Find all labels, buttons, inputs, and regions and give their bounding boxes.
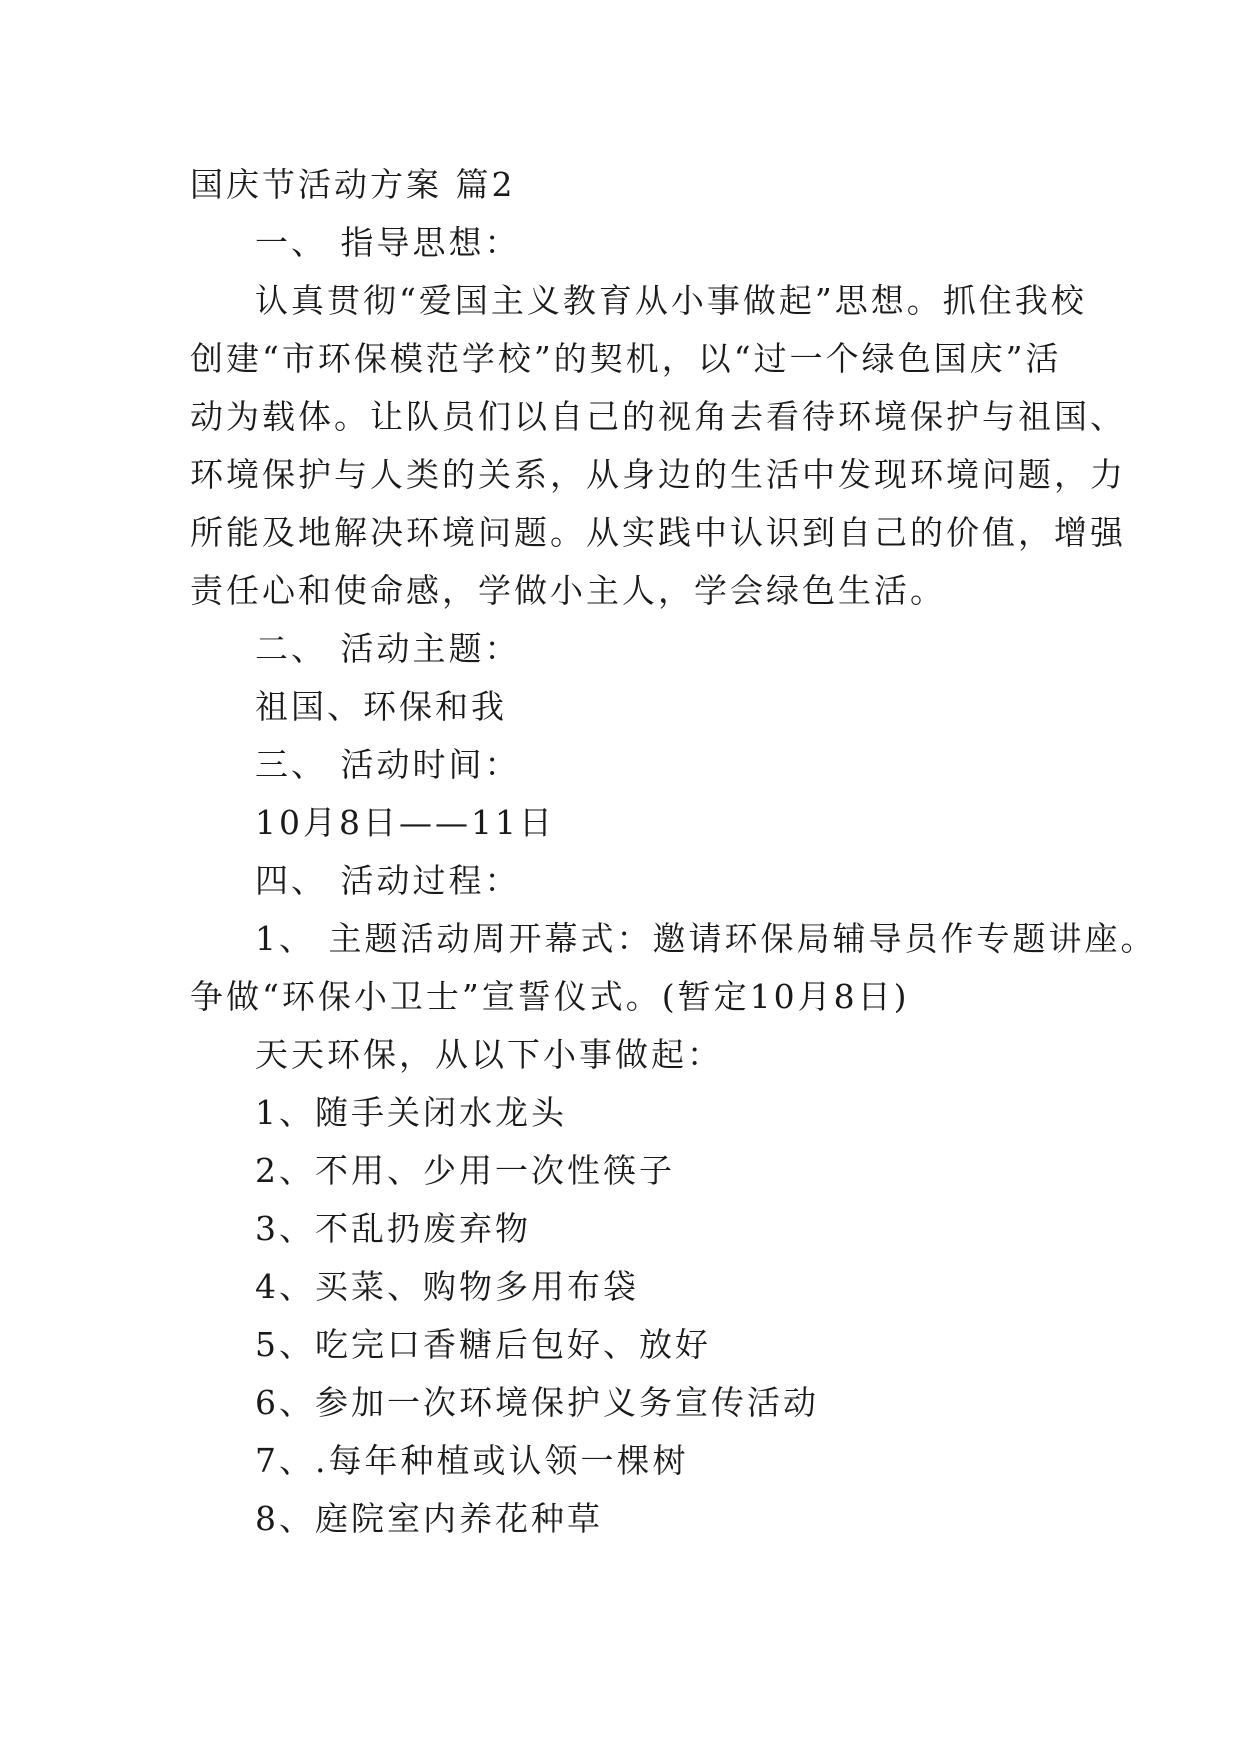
paragraph-line: 祖国、环保和我 [255,687,507,726]
list-item: 7、.每年种植或认领一棵树 [255,1441,689,1480]
paragraph-line: 认真贯彻“爱国主义教育从小事做起”思想。抓住我校 [255,281,1087,320]
paragraph-line: 创建“市环保模范学校”的契机，以“过一个绿色国庆”活 [190,339,1062,378]
list-item: 1、随手关闭水龙头 [255,1093,567,1132]
list-item: 5、吃完口香糖后包好、放好 [255,1325,711,1364]
list-item: 2、不用、少用一次性筷子 [255,1151,675,1190]
list-item: 3、不乱扔废弃物 [255,1209,531,1248]
section-heading-4: 四、 活动过程： [255,861,521,900]
list-item: 8、庭院室内养花种草 [255,1499,603,1538]
section-heading-3: 三、 活动时间： [255,745,521,784]
paragraph-line: 1、 主题活动周开幕式：邀请环保局辅导员作专题讲座。 [255,919,1157,958]
paragraph-line: 环境保护与人类的关系，从身边的生活中发现环境问题，力 [190,455,1126,494]
section-heading-1: 一、 指导思想： [255,223,521,262]
paragraph-line: 天天环保，从以下小事做起： [255,1035,723,1074]
section-heading-2: 二、 活动主题： [255,629,521,668]
paragraph-line: 动为载体。让队员们以自己的视角去看待环境保护与祖国、 [190,397,1126,436]
list-item: 4、买菜、购物多用布袋 [255,1267,639,1306]
document-title: 国庆节活动方案 篇2 [190,165,516,204]
paragraph-line: 责任心和使命感，学做小主人，学会绿色生活。 [190,571,946,610]
paragraph-line: 10月8日——11日 [255,803,555,842]
paragraph-line: 争做“环保小卫士”宣誓仪式。(暂定10月8日) [190,977,910,1016]
list-item: 6、参加一次环境保护义务宣传活动 [255,1383,819,1422]
paragraph-line: 所能及地解决环境问题。从实践中认识到自己的价值，增强 [190,513,1126,552]
